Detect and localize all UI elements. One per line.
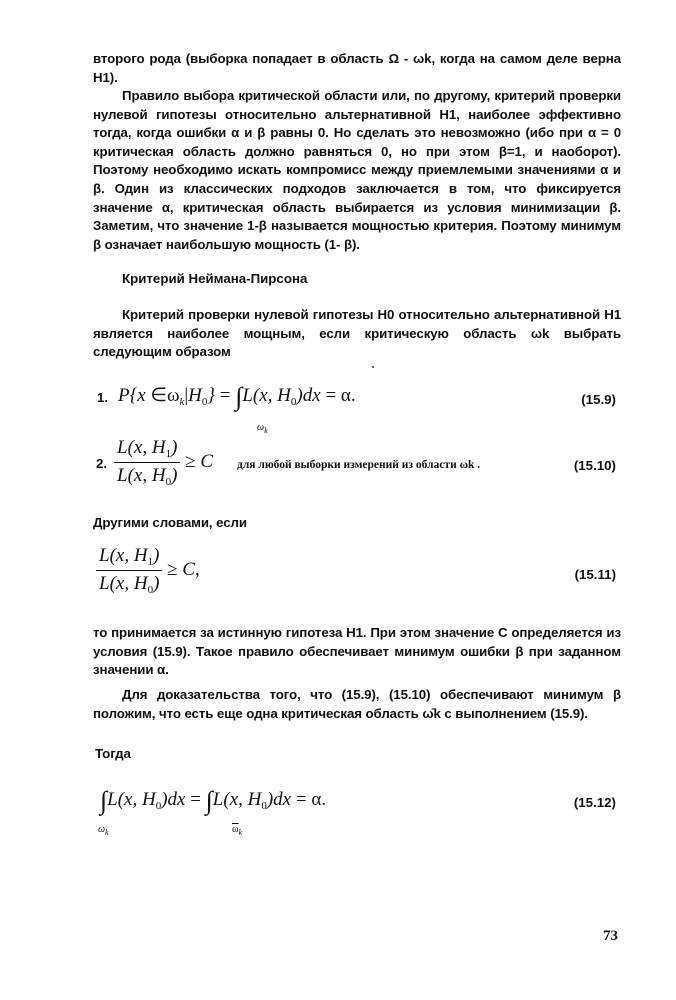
eq4-number: (15.12): [573, 795, 616, 810]
eq3-number: (15.11): [574, 567, 616, 582]
integral-domain-1: $\omega_k$: [98, 824, 109, 837]
paragraph-1: второго рода (выборка попадает в область Ω - ωk, когда на самом деле верна H1).: [93, 51, 621, 85]
integral-domain: $\omega_k$: [257, 422, 268, 435]
page-number: 73: [603, 928, 618, 944]
paragraph-6: Для доказательства того, что (15.9), (15.10) обеспечивают минимум β положим, что есть еще одна критическая область ω̄k с выполнением (15.9).: [93, 687, 621, 721]
eq1-label: 1.: [97, 390, 109, 405]
integral-domain-2: $\overline{\omega}_k$: [232, 824, 243, 837]
equation-15-10: $\frac{L(x, H_1)}{L(x, H_0)}$ ≥ C: [114, 437, 213, 488]
section-heading: Критерий Неймана-Пирсона: [122, 271, 308, 286]
paragraph-5: то принимается за истинную гипотеза H1. При этом значение С определяется из условия (15.9). Такое правило обеспечивает минимум ошибки β при заданном значении α.: [93, 625, 621, 678]
paragraph-7: Тогда: [95, 746, 131, 761]
eq2-condition: для любой выборки измерений из области ωk .: [237, 459, 481, 471]
equation-15-12: ∫L(x, $H_0)dx = \int L(x$, $H_0)dx = \alpha$.: [100, 786, 327, 815]
eq2-number: (15.10): [573, 458, 616, 473]
paragraph-2: Правило выбора критической области или, по другому, критерий проверки нулевой гипотезы относительно альтернативной H1, наиболее эффективно тогда, когда ошибки α и β равны 0. Но сделать это невозможно (ибо при α = 0 критическая область должно равняться 0, но при этом β=1, и наоборот). Поэтому необходимо искать компромисс между приемлемыми значениями α и β. Один из классических подходов заключается в том, что фиксируется значение α, критическая область выбирается из условия минимизации β. Заметим, что значение 1-β называется мощностью критерия. Поэтому минимум β означает наибольшую мощность (1- β).: [93, 88, 621, 252]
paragraph-4: Другими словами, если: [93, 515, 247, 530]
paragraph-3: Критерий проверки нулевой гипотезы H0 относительно альтернативной H1 является наиболее мощным, если критическую область ωk выбрать следующим образом: [93, 307, 621, 360]
speck: [372, 366, 374, 368]
equation-15-9: P{x $\in\omega_k|H_0\} = \int L(x$, $H_0)dx = \alpha$.: [118, 382, 356, 411]
eq2-label: 2.: [96, 456, 108, 471]
eq1-number: (15.9): [581, 392, 616, 407]
equation-15-11: $\frac{L(x, H_1)}{L(x, H_0)}$ ≥ C,: [96, 545, 200, 596]
